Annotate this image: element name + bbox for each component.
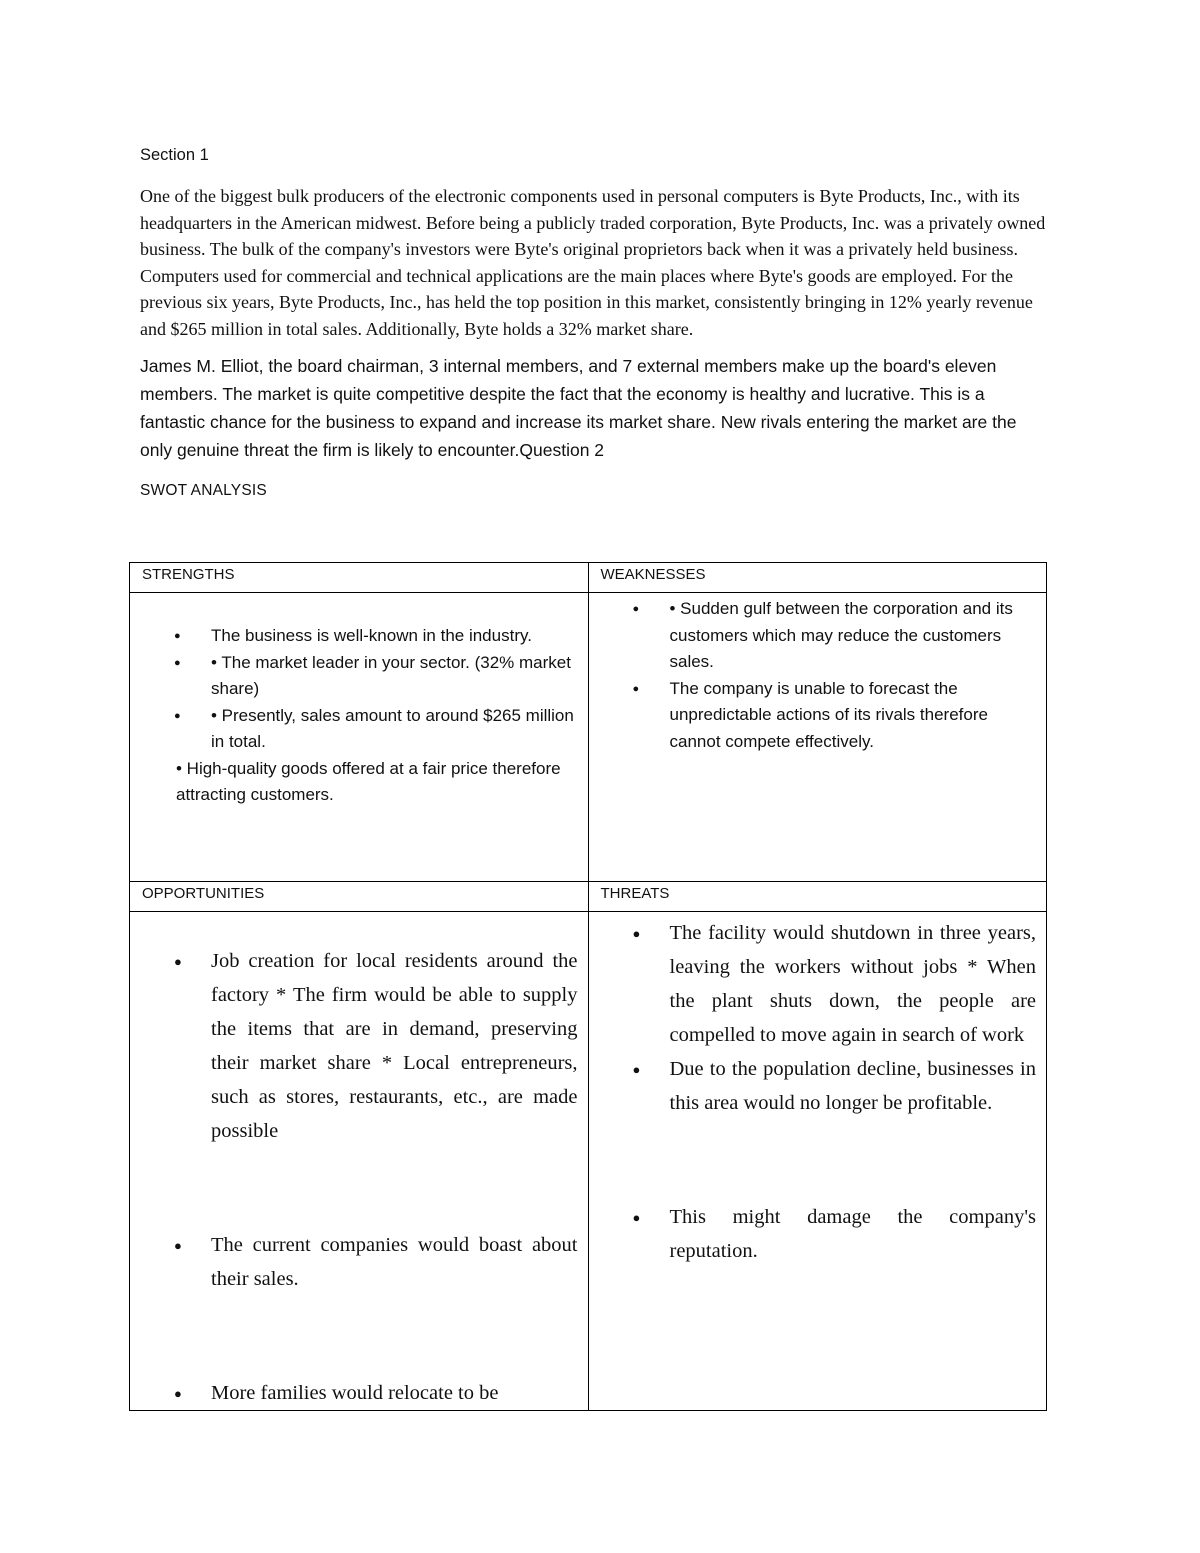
threats-header: THREATS: [588, 882, 1047, 912]
section-heading: Section 1: [140, 146, 209, 164]
opportunities-list: [130, 912, 588, 1410]
threats-cell: [588, 912, 1047, 1411]
list-item: ● The company is unable to forecast the unpredictable actions of its rivals therefore cannot compete effectively.: [589, 676, 1047, 756]
list-item: ● The current companies would boast about their sales.: [130, 1228, 588, 1296]
strengths-header: STRENGTHS: [130, 563, 589, 593]
list-item: ● Job creation for local residents around the factory * The firm would be able to supply the items that are in demand, preserving their market share * Local entrepreneurs, such as stores, restaurants, etc., are made possible: [130, 944, 588, 1148]
list-item: ● The business is well-known in the industry.: [130, 623, 588, 650]
list-item: ● • Presently, sales amount to around $265 million in total.: [130, 703, 588, 756]
weaknesses-cell: [588, 593, 1047, 882]
list-item: ● • Sudden gulf between the corporation and its customers which may reduce the customers sales.: [589, 596, 1047, 676]
list-item: ● Due to the population decline, businesses in this area would no longer be profitable.: [589, 1052, 1047, 1120]
strengths-list: [130, 623, 588, 756]
list-item: ● • The market leader in your sector. (32% market share): [130, 650, 588, 703]
strengths-extra: • High-quality goods offered at a fair price therefore attracting customers.: [176, 758, 561, 804]
list-item: ● More families would relocate to be: [130, 1376, 588, 1410]
swot-table: [129, 562, 1047, 1411]
document-page: [140, 140, 1050, 514]
strengths-cell: [130, 593, 589, 882]
threats-list: [589, 912, 1047, 1268]
weaknesses-list: [589, 596, 1047, 755]
board-paragraph: James M. Elliot, the board chairman, 3 internal members, and 7 external members make up the board's eleven members. The market is quite competitive despite the fact that the economy is healthy and lucrative. This is a fantastic chance for the business to expand and increase its market share. New rivals entering the market are the only genuine threat the firm is likely to encounter.Question 2: [140, 356, 1017, 460]
swot-title: SWOT ANALYSIS: [140, 482, 267, 499]
opportunities-cell: [130, 912, 589, 1411]
list-item: ● This might damage the company's reputation.: [589, 1200, 1047, 1268]
weaknesses-header: WEAKNESSES: [588, 563, 1047, 593]
intro-paragraph: One of the biggest bulk producers of the electronic components used in personal computers is Byte Products, Inc., with its headquarters in the American midwest. Before being a publicly traded corporation, Byte Products, Inc. was a privately owned business. The bulk of the company's investors were Byte's original proprietors back when it was a privately held business. Computers used for commercial and technical applications are the main places where Byte's goods are employed. For the previous six years, Byte Products, Inc., has held the top position in this market, consistently bringing in 12% yearly revenue and $265 million in total sales. Additionally, Byte holds a 32% market share.: [140, 186, 1046, 339]
list-item: ● The facility would shutdown in three years, leaving the workers without jobs * When the plant shuts down, the people are compelled to move again in search of work: [589, 916, 1047, 1052]
opportunities-header: OPPORTUNITIES: [130, 882, 589, 912]
